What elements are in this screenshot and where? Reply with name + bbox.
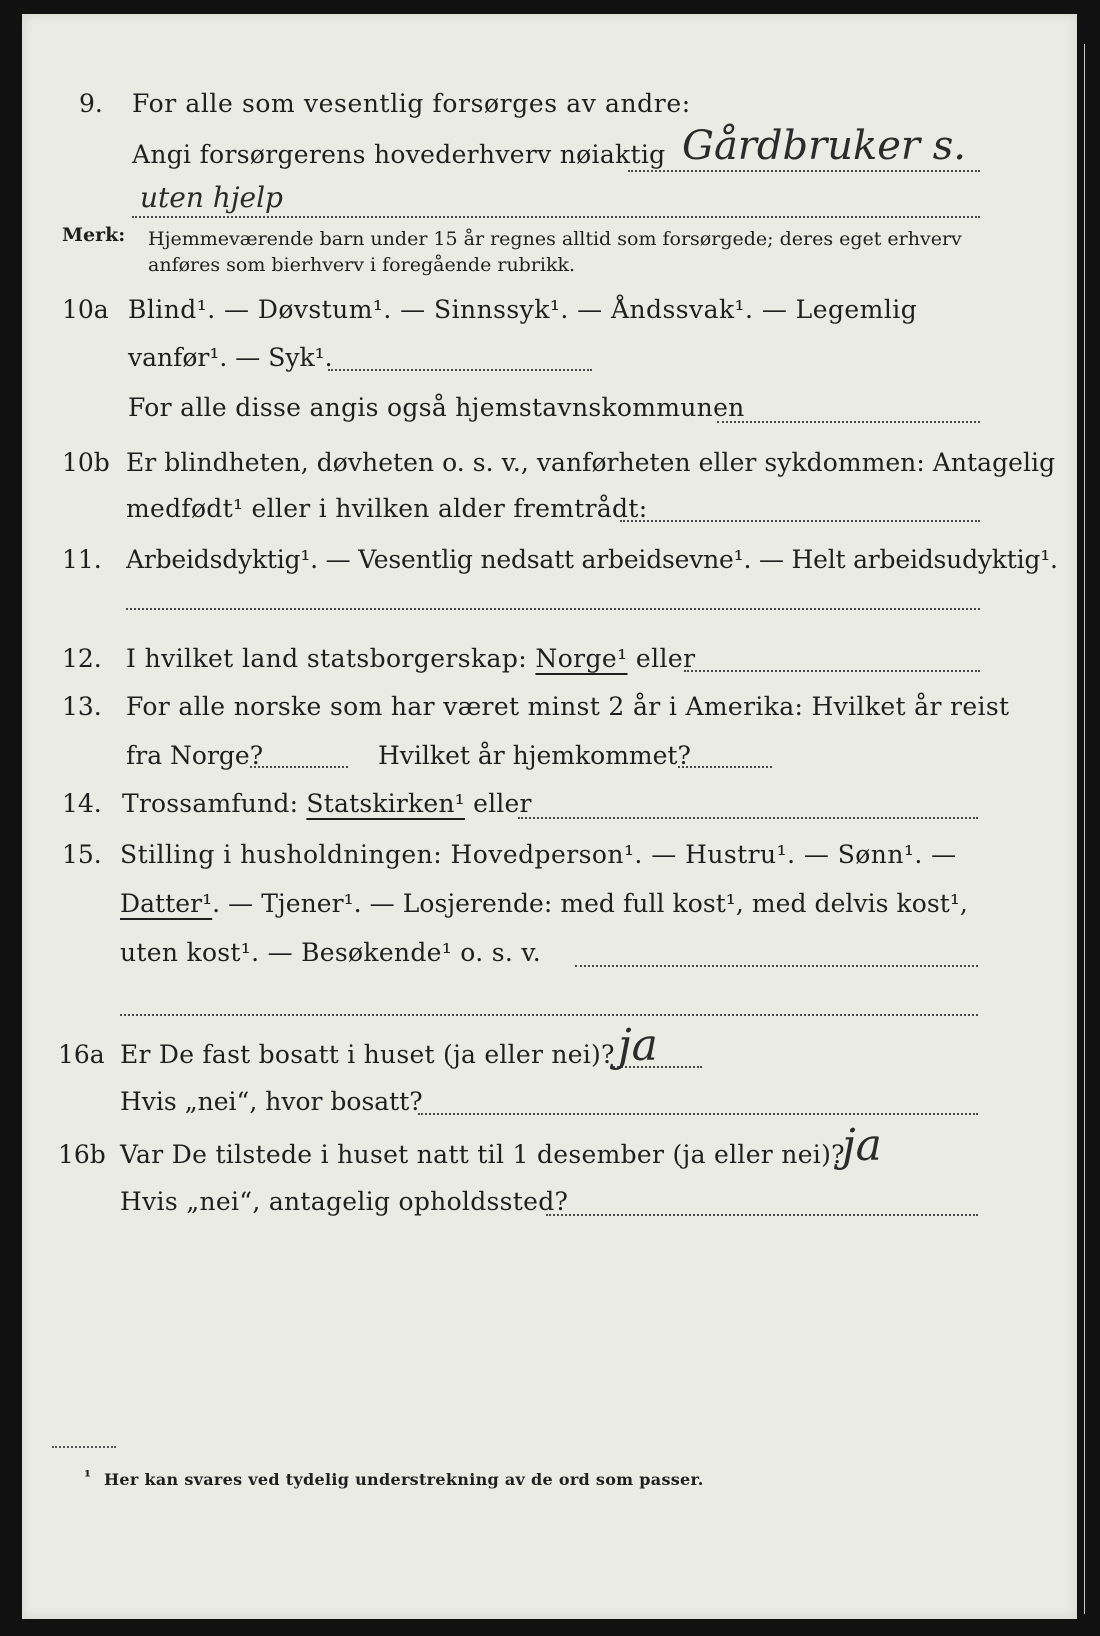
q15-line2 xyxy=(120,891,968,916)
q11-line1: Arbeidsdyktig¹. — Vesentlig nedsatt arbeidsevne¹. — Helt arbeidsudyktig¹. xyxy=(126,545,1058,574)
q9-number: 9. xyxy=(79,89,103,118)
census-form-page xyxy=(22,14,1077,1619)
q16b-number: 16b xyxy=(58,1140,106,1169)
q10b-number: 10b xyxy=(62,448,110,477)
q15-line3: uten kost¹. — Besøkende¹ o. s. v. xyxy=(120,938,542,967)
footnote-text: Her kan svares ved tydelig understrekning av de ord som passer. xyxy=(104,1470,704,1489)
q9-answer-line2 xyxy=(132,216,980,218)
q12-post: eller xyxy=(635,644,696,673)
q10b-line2: medfødt¹ eller i hvilken alder fremtrådt: xyxy=(126,494,648,523)
q10a-line2: vanfør¹. — Syk¹. xyxy=(128,343,333,372)
q16a-number: 16a xyxy=(58,1040,105,1069)
q14-answer-line xyxy=(518,817,978,819)
q13-number: 13. xyxy=(62,692,102,721)
q14-number: 14. xyxy=(62,789,102,818)
q11-answer-line xyxy=(126,608,980,610)
q16a-line1: Er De fast bosatt i huset (ja eller nei)? xyxy=(120,1040,615,1069)
q16b-handwritten-answer: ja xyxy=(842,1120,882,1171)
q13-line1: For alle norske som har været minst 2 år i Amerika: Hvilket år reist xyxy=(126,692,1010,721)
q16a-bosatt-answer-line xyxy=(418,1113,978,1115)
q15-number: 15. xyxy=(62,840,102,869)
q13-hjemkommet-answer-line xyxy=(678,766,772,768)
q16b-line2: Hvis „nei“, antagelig opholdssted? xyxy=(120,1187,569,1216)
merk-label: Merk: xyxy=(62,224,126,246)
q12-pre: I hvilket land statsborgerskap: xyxy=(126,644,528,673)
q16a-line2: Hvis „nei“, hvor bosatt? xyxy=(120,1087,423,1116)
q10a-number: 10a xyxy=(62,295,109,324)
q11-number: 11. xyxy=(62,545,102,574)
q14-pre: Trossamfund: xyxy=(122,789,299,818)
q12-answer-line xyxy=(684,670,980,672)
q15-answer-line2 xyxy=(120,1014,978,1016)
q13-line2b: Hvilket år hjemkommet? xyxy=(378,741,691,770)
q16b-line1: Var De tilstede i huset natt til 1 desember (ja eller nei)? xyxy=(120,1140,845,1169)
q14-text xyxy=(122,791,532,816)
q14-underlined-answer: Statskirken¹ xyxy=(306,789,465,818)
q10a-line1: Blind¹. — Døvstum¹. — Sinnssyk¹. — Åndssvak¹. — Legemlig xyxy=(128,295,918,324)
q13-reist-answer-line xyxy=(250,766,348,768)
q15-line2-rest: . — Tjener¹. — Losjerende: med full kost¹, med delvis kost¹, xyxy=(212,889,968,918)
q15-answer-line1 xyxy=(575,965,978,967)
q9-handwritten-answer1: Gårdbruker s. xyxy=(682,123,967,169)
footnote-mark: ¹ xyxy=(84,1467,92,1486)
q9-line2: Angi forsørgerens hovederhverv nøiaktig xyxy=(132,140,666,169)
q10a-hjemstavn-answer-line xyxy=(717,421,980,423)
q10b-line1: Er blindheten, døvheten o. s. v., vanførheten eller sykdommen: Antagelig xyxy=(126,448,1056,477)
q10a-syk-answer-line xyxy=(328,369,592,371)
right-margin-line xyxy=(1084,44,1085,1614)
q10a-line3: For alle disse angis også hjemstavnskommunen xyxy=(128,393,745,422)
merk-line2: anføres som bierhverv i foregående rubrikk. xyxy=(148,254,576,276)
q15-underlined-answer: Datter¹ xyxy=(120,889,213,918)
q16b-opholdssted-answer-line xyxy=(546,1214,978,1216)
q12-underlined-answer: Norge¹ xyxy=(535,644,628,673)
q14-post: eller xyxy=(473,789,532,818)
q9-answer-line1 xyxy=(628,170,980,172)
footnote-rule xyxy=(52,1446,116,1448)
q9-line1: For alle som vesentlig forsørges av andre: xyxy=(132,89,691,118)
q12-text xyxy=(126,646,695,671)
q12-number: 12. xyxy=(62,644,102,673)
merk-line1: Hjemmeværende barn under 15 år regnes alltid som forsørgede; deres eget erhverv xyxy=(148,228,962,250)
q9-handwritten-answer2: uten hjelp xyxy=(140,181,283,214)
q16a-handwritten-answer: ja xyxy=(618,1020,658,1071)
q15-line1: Stilling i husholdningen: Hovedperson¹. — Hustru¹. — Sønn¹. — xyxy=(120,840,957,869)
q10b-answer-line xyxy=(620,520,980,522)
q13-line2a: fra Norge? xyxy=(126,741,264,770)
